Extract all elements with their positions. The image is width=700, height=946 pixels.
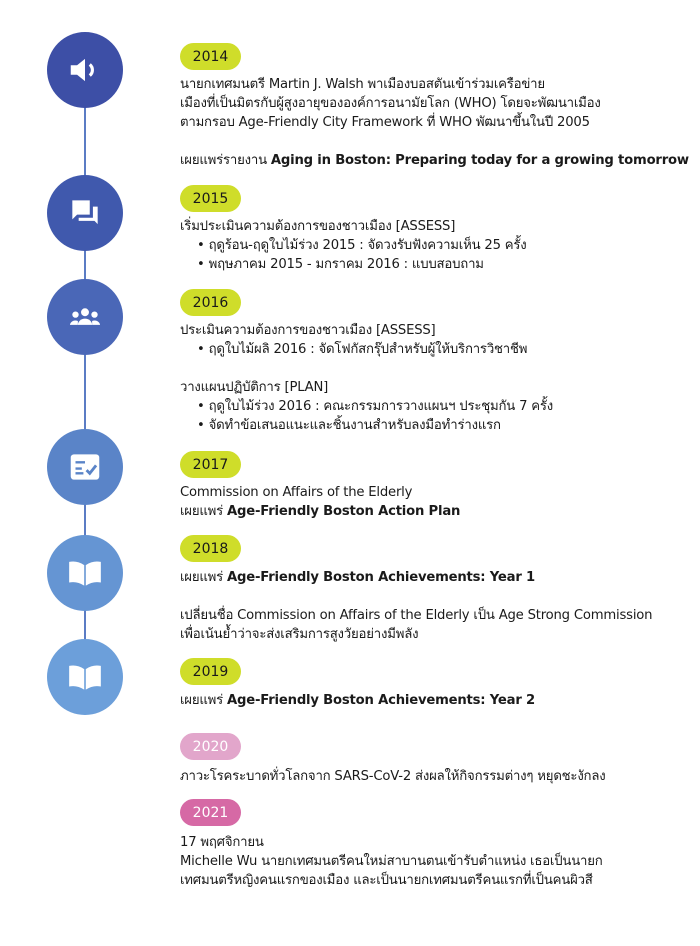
entry-text: ภาวะโรคระบาดทั่วโลกจาก SARS-CoV-2 ส่งผลให้กิจกรรมต่างๆ หยุดชะงักลง bbox=[180, 769, 606, 784]
group-icon bbox=[66, 298, 104, 336]
timeline-node-2014 bbox=[47, 32, 123, 108]
year-badge-2014: 2014 bbox=[180, 43, 241, 70]
timeline-node-2017 bbox=[47, 429, 123, 505]
megaphone-icon bbox=[66, 51, 104, 89]
chat-bubbles-icon bbox=[66, 194, 104, 232]
year-badge-2018: 2018 bbox=[180, 535, 241, 562]
timeline-node-2018 bbox=[47, 535, 123, 611]
entry-text: Michelle Wu นายกเทศมนตรีคนใหม่สาบานตนเข้ารับตำแหน่ง เธอเป็นนายก bbox=[180, 854, 603, 869]
checklist-icon bbox=[66, 448, 104, 486]
entry-2020 bbox=[180, 767, 605, 786]
entry-text: เปลี่ยนชื่อ Commission on Affairs of the Elderly เป็น Age Strong Commission bbox=[180, 608, 653, 623]
entry-date: 17 พฤศจิกายน bbox=[180, 835, 264, 850]
entry-text: เริ่มประเมินความต้องการของชาวเมือง [ASSESS] bbox=[180, 219, 456, 234]
year-badge-2016: 2016 bbox=[180, 289, 241, 316]
entry-text: เมืองที่เป็นมิตรกับผู้สูงอายุขององค์การอนามัยโลก (WHO) โดยจะพัฒนาเมือง bbox=[180, 96, 601, 111]
entry-text: ประเมินความต้องการของชาวเมือง [ASSESS] bbox=[180, 323, 436, 338]
entry-prefix: เผยแพร่ bbox=[180, 504, 228, 519]
entry-text: Commission on Affairs of the Elderly bbox=[180, 485, 413, 500]
entry-prefix: เผยแพร่รายงาน bbox=[180, 153, 271, 168]
entry-text bbox=[180, 568, 652, 587]
entry-text bbox=[180, 691, 535, 710]
report-title: Aging in Boston: Preparing today for a growing tomorrow bbox=[270, 153, 689, 168]
timeline-node-2015 bbox=[47, 175, 123, 251]
year-badge-2020: 2020 bbox=[180, 733, 241, 760]
bullet-item: • จัดทำข้อเสนอแนะและชิ้นงานสำหรับลงมือทำร่างแรก bbox=[197, 418, 501, 433]
timeline-node-2019 bbox=[47, 639, 123, 715]
entry-text: ตามกรอบ Age-Friendly City Framework ที่ WHO พัฒนาขึ้นในปี 2005 bbox=[180, 115, 590, 130]
entry-text bbox=[180, 151, 689, 170]
entry-2017 bbox=[180, 483, 460, 521]
year-badge-2017: 2017 bbox=[180, 451, 241, 478]
entry-text: วางแผนปฏิบัติการ [PLAN] bbox=[180, 380, 329, 395]
entry-prefix: เผยแพร่ bbox=[180, 693, 228, 708]
bullet-item: • พฤษภาคม 2015 - มกราคม 2016 : แบบสอบถาม bbox=[197, 257, 484, 272]
open-book-icon bbox=[66, 554, 104, 592]
open-book-icon bbox=[66, 658, 104, 696]
bullet-item: • ฤดูใบไม้ผลิ 2016 : จัดโฟกัสกรุ๊ปสำหรับผู้ให้บริการวิชาชีพ bbox=[197, 342, 528, 357]
timeline-node-2016 bbox=[47, 279, 123, 355]
entry-2015 bbox=[180, 217, 527, 274]
bullet-item: • ฤดูร้อน-ฤดูใบไม้ร่วง 2015 : จัดวงรับฟังความเห็น 25 ครั้ง bbox=[197, 238, 527, 253]
report-title: Age-Friendly Boston Action Plan bbox=[227, 504, 461, 519]
entry-2014 bbox=[180, 75, 689, 170]
entry-prefix: เผยแพร่ bbox=[180, 570, 228, 585]
year-badge-2019: 2019 bbox=[180, 658, 241, 685]
entry-2021 bbox=[180, 833, 603, 890]
report-title: Age-Friendly Boston Achievements: Year 1 bbox=[227, 570, 536, 585]
entry-text: เทศมนตรีหญิงคนแรกของเมือง และเป็นนายกเทศมนตรีคนแรกที่เป็นคนผิวสี bbox=[180, 873, 593, 888]
year-badge-2015: 2015 bbox=[180, 185, 241, 212]
entry-text: นายกเทศมนตรี Martin J. Walsh พาเมืองบอสตันเข้าร่วมเครือข่าย bbox=[180, 77, 545, 92]
entry-2018 bbox=[180, 568, 652, 644]
report-title: Age-Friendly Boston Achievements: Year 2 bbox=[227, 693, 536, 708]
entry-2019 bbox=[180, 691, 535, 710]
entry-text bbox=[180, 502, 460, 521]
year-badge-2021: 2021 bbox=[180, 799, 241, 826]
bullet-item: • ฤดูใบไม้ร่วง 2016 : คณะกรรมการวางแผนฯ ประชุมกัน 7 ครั้ง bbox=[197, 399, 554, 414]
entry-2016 bbox=[180, 321, 553, 435]
entry-text: เพื่อเน้นย้ำว่าจะส่งเสริมการสูงวัยอย่างมีพลัง bbox=[180, 627, 419, 642]
